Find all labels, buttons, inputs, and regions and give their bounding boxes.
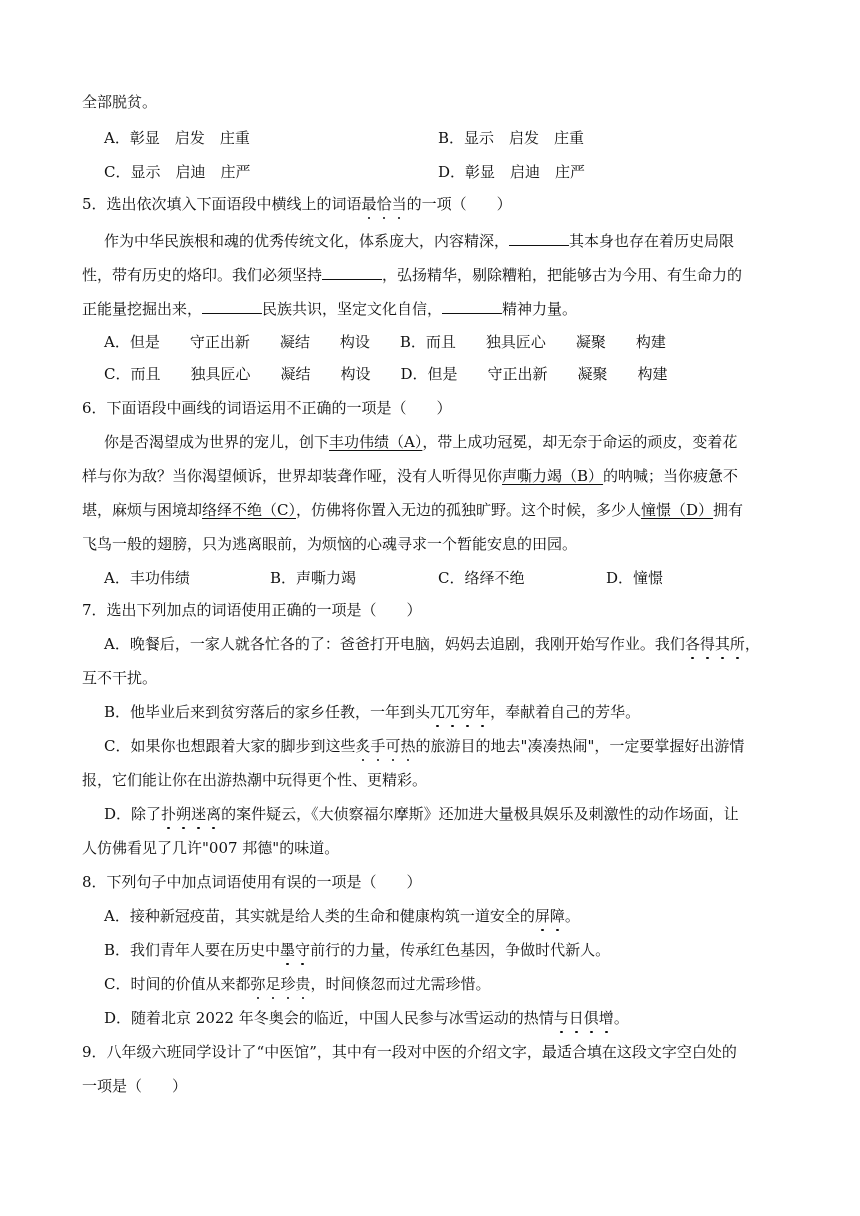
q4-tail-text: 全部脱贫。	[82, 93, 158, 111]
fill-blank	[202, 298, 262, 314]
dotted-char: 各	[684, 635, 700, 653]
dotted-word	[554, 1009, 614, 1027]
dotted-word	[280, 941, 310, 959]
dotted-char: 离	[206, 805, 222, 823]
q4-option-a: A．彰显 启发 庄重	[104, 129, 250, 147]
dotted-char: 手	[370, 737, 386, 755]
q7-option-a-line-1: A．晚餐后，一家人就各忙各的了：爸爸打开电脑，妈妈去追剧，我刚开始写作业。我们各得其所，	[104, 635, 760, 653]
dotted-char: 兀	[445, 703, 461, 721]
q6-option-b: B．声嘶力竭	[270, 569, 357, 587]
fill-blank	[509, 230, 569, 246]
dotted-char: 得	[699, 635, 715, 653]
q6-paragraph-line-3: 堪，麻烦与困境却络绎不绝（C），仿佛将你置入无边的孤独旷野。这个时候，多少人憧憬（D）拥有	[82, 501, 744, 519]
dotted-char: 朔	[176, 805, 192, 823]
q5-options-row-2: C．而且 独具匠心 凝结 构设 D．但是 守正出新 凝聚 构建	[104, 365, 668, 383]
fill-blank	[322, 264, 382, 280]
q6-option-a: A．丰功伟绩	[104, 569, 190, 587]
q4-option-c: C．显示 启迪 庄严	[104, 163, 251, 181]
q7-option-a-line-2: 互不干扰。	[82, 669, 158, 687]
dotted-word	[355, 737, 415, 755]
dotted-char: 日	[568, 1009, 584, 1027]
q8-option-b: B．我们青年人要在历史中墨守前行的力量，传承红色基因，争做时代新人。	[104, 941, 611, 959]
q8-option-d: D．随着北京 2022 年冬奥会的临近，中国人民参与冰雪运动的热情与日俱增。	[104, 1009, 629, 1027]
underlined-term-c: 络绎不绝（C）	[202, 501, 296, 519]
dotted-word	[430, 703, 490, 721]
underlined-term-b: 声嘶力竭（B）	[502, 467, 604, 485]
dotted-word	[161, 805, 221, 823]
q7-option-c-line-2: 报，它们能让你在出游热潮中玩得更个性、更精彩。	[82, 771, 428, 789]
q4-option-b: B．显示 启发 庄重	[438, 129, 585, 147]
dotted-word	[535, 907, 565, 925]
dotted-char: 珍	[280, 975, 296, 993]
q8-stem: 8．下列句子中加点词语使用有误的一项是（ ）	[82, 873, 422, 891]
dotted-char: 障	[549, 907, 565, 925]
dotted-char: 炙	[355, 737, 371, 755]
q6-option-d: D．憧憬	[606, 569, 664, 587]
dotted-char: 贵	[295, 975, 311, 993]
underlined-term-a: 丰功伟绩（A）	[329, 433, 423, 451]
q9-stem-line-1: 9．八年级六班同学设计了“中医馆”，其中有一段对中医的介绍文字，最适合填在这段文字空白处的	[82, 1043, 737, 1061]
dotted-char: 热	[400, 737, 416, 755]
q6-option-c: C．络绎不绝	[438, 569, 525, 587]
dotted-char: 可	[385, 737, 401, 755]
q6-stem: 6．下面语段中画线的词语运用不正确的一项是（ ）	[82, 399, 452, 417]
dotted-char: 足	[265, 975, 281, 993]
dotted-char: 与	[553, 1009, 569, 1027]
dotted-char: 俱	[583, 1009, 599, 1027]
q5-paragraph-line-3: 正能量挖掘出来， 民族共识，坚定文化自信， 精神力量。	[82, 300, 578, 318]
q5-options-row-1: A．但是 守正出新 凝结 构设 B．而且 独具匠心 凝聚 构建	[104, 333, 666, 351]
q7-option-b: B．他毕业后来到贫穷落后的家乡任教，一年到头兀兀穷年，奉献着自己的芳华。	[104, 703, 641, 721]
dotted-char: 屏	[534, 907, 550, 925]
dotted-char: 其	[714, 635, 730, 653]
dotted-word	[250, 975, 310, 993]
dotted-char: 守	[295, 941, 311, 959]
q4-option-d: D．彰显 启迪 庄严	[438, 163, 586, 181]
dotted-char: 年	[475, 703, 491, 721]
q7-option-d-line-1: D．除了扑朔迷离的案件疑云，《大侦察福尔摩斯》还加进大量极具娱乐及刺激性的动作场面，让	[104, 805, 739, 823]
dotted-word	[685, 635, 745, 653]
q8-option-c: C．时间的价值从来都弥足珍贵，时间倏忽而过尤需珍惜。	[104, 975, 491, 993]
q6-paragraph-line-1: 你是否渴望成为世界的宠儿，创下丰功伟绩（A），带上成功冠冕，却无奈于命运的顽皮，变着花	[104, 433, 738, 451]
dotted-char: 扑	[161, 805, 177, 823]
dotted-char: 兀	[430, 703, 446, 721]
fill-blank	[442, 298, 502, 314]
dotted-char: 迷	[191, 805, 207, 823]
dotted-char: 墨	[280, 941, 296, 959]
dotted-char: 恰	[376, 195, 392, 213]
dotted-char: 弥	[250, 975, 266, 993]
dotted-char: 所	[729, 635, 745, 653]
dotted-char: 穷	[460, 703, 476, 721]
q8-option-a: A．接种新冠疫苗，其实就是给人类的生命和健康构筑一道安全的屏障。	[104, 907, 580, 925]
q5-paragraph-line-1: 作为中华民族根和魂的优秀传统文化，体系庞大，内容精深， 其本身也存在着历史局限	[104, 232, 735, 250]
dotted-char: 当	[391, 195, 407, 213]
q6-paragraph-line-2: 样与你为敌？当你渴望倾诉，世界却装聋作哑，没有人听得见你声嘶力竭（B）的呐喊；当你疲惫不	[82, 467, 739, 485]
dotted-char: 增	[598, 1009, 614, 1027]
q5-paragraph-line-2: 性，带有历史的烙印。我们必须坚持 ，弘扬精华，剔除糟粕，把能够古为今用、有生命力的	[82, 266, 743, 284]
underlined-term-d: 憧憬（D）	[641, 501, 714, 519]
q7-option-c-line-1: C．如果你也想跟着大家的脚步到这些炙手可热的旅游目的地去"凑凑热闹"，一定要掌握好出游情	[104, 737, 745, 755]
q9-stem-line-2: 一项是（ ）	[82, 1077, 188, 1095]
q5-dotted-word	[362, 195, 407, 213]
q6-paragraph-line-4: 飞鸟一般的翅膀，只为逃离眼前，为烦恼的心魂寻求一个暂能安息的田园。	[82, 535, 578, 553]
q5-stem: 5．选出依次填入下面语段中横线上的词语最恰当的一项（ ）	[82, 195, 512, 213]
q7-stem: 7．选出下列加点的词语使用正确的一项是（ ）	[82, 601, 422, 619]
q7-option-d-line-2: 人仿佛看见了几许"007 邦德"的味道。	[82, 839, 340, 857]
dotted-char: 最	[361, 195, 377, 213]
